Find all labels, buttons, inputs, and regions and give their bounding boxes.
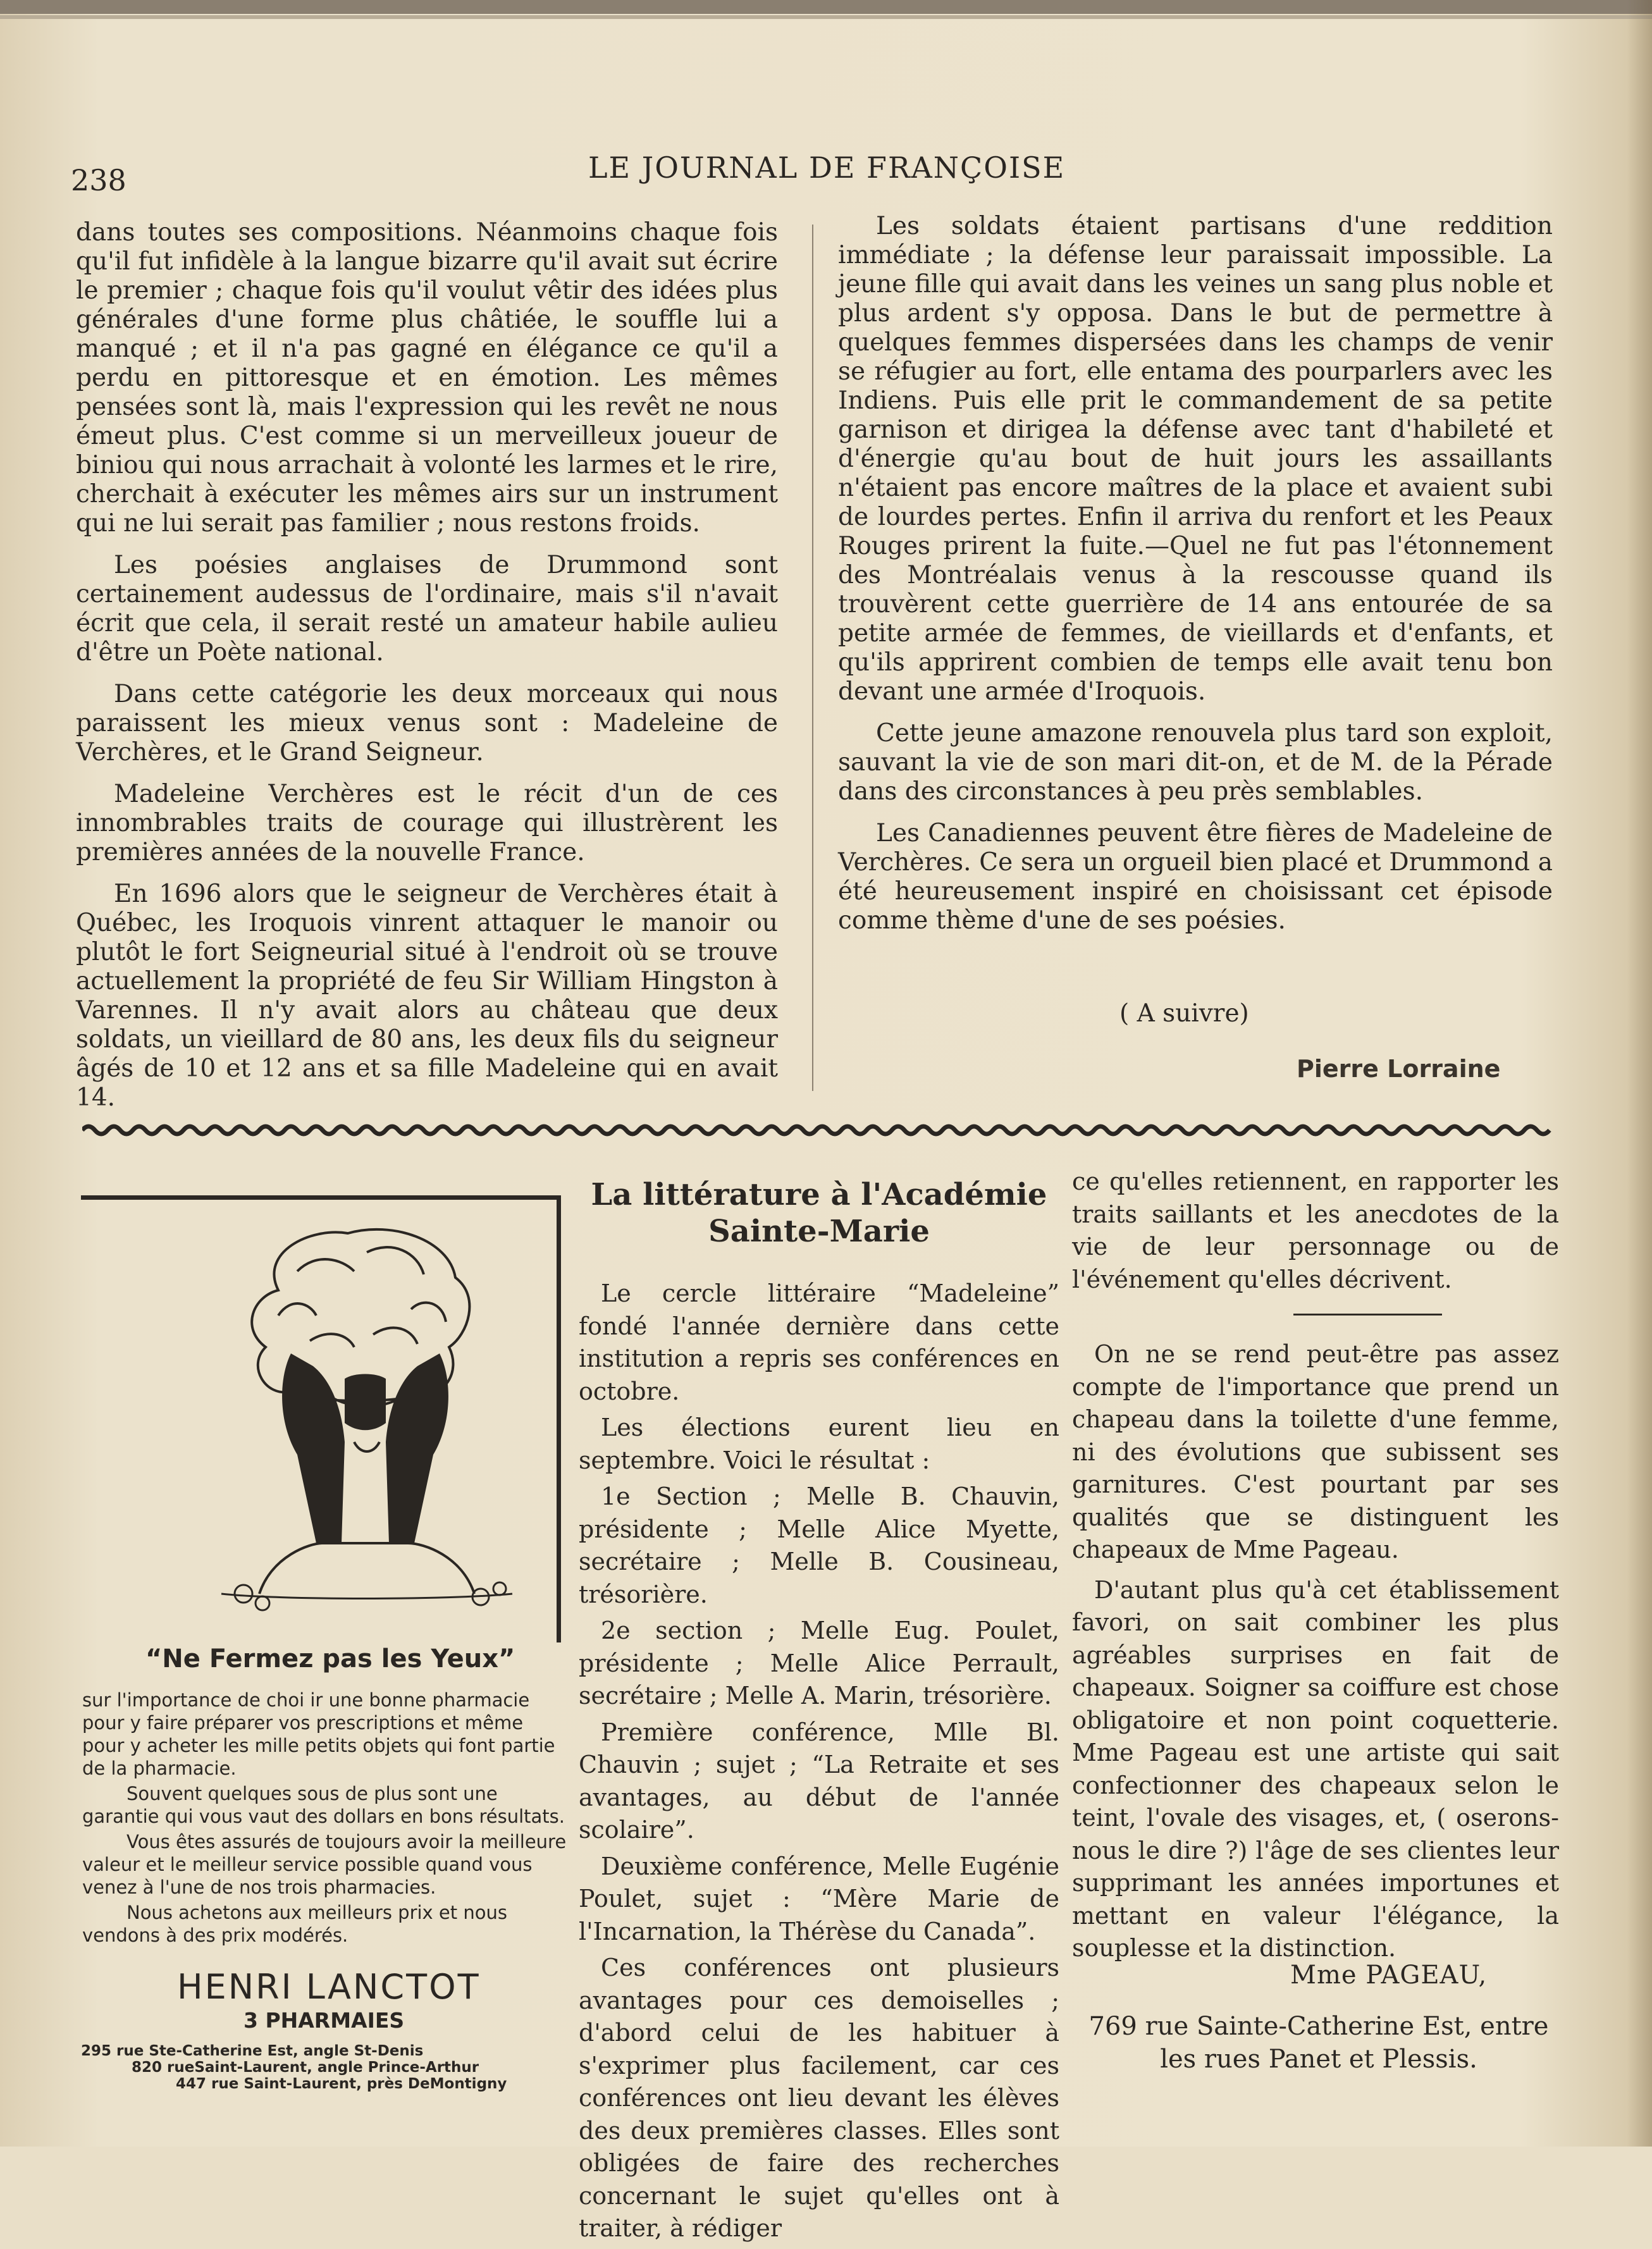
paragraph: dans toutes ses compositions. Néanmoins chaque fois qu'il fut infidèle à la langue bizarre qu'il avait sut écrire le premier ; chaque fois qu'il voulut vêtir des idées plus générales d'une forme plus châtiée, le souffle lui a manqué ; et il n'a pas gagné en élégance ce qu'il a perdu en pittoresque et en émotion. Les mêmes pensées sont là, mais l'expression qui les revêt ne nous émeut plus. C'est comme si un merveilleux joueur de biniou qui nous arrachait à volonté les larmes et le rire, cherchait à exécuter les mêmes airs sur un instrument qui ne lui serait pas familier ; nous restons froids. [76,218,778,538]
ad-subtitle: 3 PHARMAIES [243,2008,405,2033]
ad-addresses [81,2043,562,2092]
author-name: Pierre Lorraine [1297,1055,1501,1083]
article-paragraph: Les élections eurent lieu en septembre. Voici le résultat : [579,1414,1059,1474]
ad-paragraph: Vous êtes assurés de toujours avoir la meilleure valeur et le meilleur service possible quand vous venez à l'une de nos trois pharmacies. [82,1831,567,1898]
woman-covering-eyes-illustration [183,1214,538,1619]
address-line: 769 rue Sainte-Catherine Est, entre [1088,2012,1549,2041]
ad-address: 295 rue Ste-Catherine Est, angle St-Denis [81,2043,424,2059]
ad-paragraph: Nous achetons aux meilleurs prix et nous vendons à des prix modérés. [82,1902,507,1946]
to-be-continued: ( A suivre) [1119,999,1249,1028]
article-paragraph: Deuxième conférence, Melle Eugénie Poulet, sujet : “Mère Marie de l'Incarnation, la Thérèse du Canada”. [579,1852,1059,1945]
top-border-inner [0,15,1652,19]
article-paragraph: Ces conférences ont plusieurs avantages pour ces demoiselles ; d'abord celui de les habituer à s'exprimer plus facilement, car ces conférences ont lieu devant les élèves des deux premières classes. Elles sont obligées de faire des recherches concernant le sujet qu'elles ont à traiter, à rédiger [579,1954,1059,2242]
paragraph: En 1696 alors que le seigneur de Verchères était à Québec, les Iroquois vinrent attaquer le manoir ou plutôt le fort Seigneurial situé à l'endroit où se trouve actuellement la propriété de feu Sir William Hingston à Varennes. Il n'y avait alors au château que deux soldats, un vieillard de 80 ans, les deux fils du seigneur âgés de 10 et 12 ans et sa fille Madeleine qui en avait 14. [76,880,778,1112]
article-title: La littérature à l'Académie Sainte-Marie [591,1177,1047,1249]
ad-address: 820 rueSaint-Laurent, angle Prince-Arthur [132,2059,479,2076]
pageau-paragraph: D'autant plus qu'à cet établissement favori, on sait combiner les plus agréables surprises en fait de chapeaux. Soigner sa coiffure est chose obligatoire et non point coquetterie. Mme Pageau est une artiste qui sait confectionner des chapeaux selon le teint, l'ovale des visages, et, ( oserons-nous le dire ?) l'âge de ses clientes leur supprimant les années importunes et mettant en valeur l'élégance, la souplesse et la distinction. [1072,1575,1559,1962]
ad-text [82,1689,569,1949]
article-paragraph: Le cercle littéraire “Madeleine” fondé l'année dernière dans cette institution a repris ses conférences en octobre. [579,1279,1059,1405]
ad-title: “Ne Fermez pas les Yeux” [145,1644,515,1673]
paragraph: Les soldats étaient partisans d'une reddition immédiate ; la défense leur paraissait impossible. La jeune fille qui avait dans les veines un sang plus noble et plus ardent s'y opposa. Dans le but de permettre à quelques femmes dispersées dans les champs de venir se réfugier au fort, elle entama des pourparlers avec les Indiens. Puis elle prit le commandement de sa petite garnison et dirigea la défense avec tant d'habileté et d'énergie qu'au bout de huit jours les assaillants n'étaient pas encore maîtres de la place et avaient subi de lourdes pertes. Enfin il arriva du renfort et les Peaux Rouges prirent la fuite.—Quel ne fut pas l'étonnement des Montréalais venus à la rescousse quand ils trouvèrent cette guerrière de 14 ans entourée de sa petite armée de femmes, de vieillards et d'enfants, et qu'ils apprirent combien de temps elle avait tenu bon devant une armée d'Iroquois. [838,212,1553,706]
ad-brand: HENRI LANCTOT [177,1967,481,2007]
address-line: les rues Panet et Plessis. [1160,2045,1477,2074]
pageau-column [1072,1166,1559,1973]
paragraph: Madeleine Verchères est le récit d'un de ces innombrables traits de courage qui illustrèrent les premières années de la nouvelle France. [76,780,778,866]
ad-paragraph: sur l'importance de choi ir une bonne pharmacie pour y faire préparer vos prescriptions et même pour y acheter les mille petits objets qui font partie de la pharmacie. [82,1689,555,1779]
article-continuation: ce qu'elles retiennent, en rapporter les traits saillants et les anecdotes de la vie de leur personnage ou de l'événement qu'elles décrivent. [1072,1168,1559,1293]
section-divider [1293,1314,1442,1316]
page-edge-shadow [1627,0,1652,2147]
paragraph: Dans cette catégorie les deux morceaux qui nous paraissent les mieux venus sont : Madeleine de Verchères, et le Grand Seigneur. [76,680,778,767]
column-divider [812,225,813,1091]
paragraph: Les poésies anglaises de Drummond sont certainement audessus de l'ordinaire, mais s'il n'avait écrit que cela, il serait resté un amateur habile aulieu d'être un Poète national. [76,551,778,667]
article-paragraph: 2e section ; Melle Eug. Poulet, présidente ; Melle Alice Perrault, secrétaire ; Melle A. Marin, trésorière. [579,1617,1059,1710]
left-column [76,218,778,1125]
pageau-paragraph: On ne se rend peut-être pas assez compte de l'importance que prend un chapeau dans la toilette d'une femme, ni des évolutions que subissent ses garnitures. C'est pourtant par ses qualités que se distinguent les chapeaux de Mme Pageau. [1072,1340,1559,1563]
article-paragraph: Première conférence, Mlle Bl. Chauvin ; sujet ; “La Retraite et ses avantages, au début de l'année scolaire”. [579,1718,1059,1844]
page-header [0,144,1652,197]
article-paragraph: 1e Section ; Melle B. Chauvin, présidente ; Melle Alice Myette, secrétaire ; Melle B. Cousineau, trésorière. [579,1482,1059,1608]
running-title: LE JOURNAL DE FRANÇOISE [588,151,1066,185]
paragraph: Les Canadiennes peuvent être fières de Madeleine de Verchères. Ce sera un orgueil bien placé et Drummond a été heureusement inspiré en choisissant cet épisode comme thème d'une de ses poésies. [838,819,1553,935]
pageau-address [1075,2010,1562,2076]
wavy-separator [82,1121,1556,1140]
article-column [579,1278,1059,2249]
ad-paragraph: Souvent quelques sous de plus sont une garantie qui vous vaut des dollars en bons résultats. [82,1783,565,1827]
pageau-signature: Mme PAGEAU, [1290,1961,1488,1990]
right-column [838,212,1553,948]
ad-address: 447 rue Saint-Laurent, près DeMontigny [176,2076,507,2092]
paragraph: Cette jeune amazone renouvela plus tard son exploit, sauvant la vie de son mari dit-on, et de M. de la Pérade dans des circonstances à peu près semblables. [838,719,1553,806]
top-border [0,0,1652,14]
page-number: 238 [71,163,126,197]
